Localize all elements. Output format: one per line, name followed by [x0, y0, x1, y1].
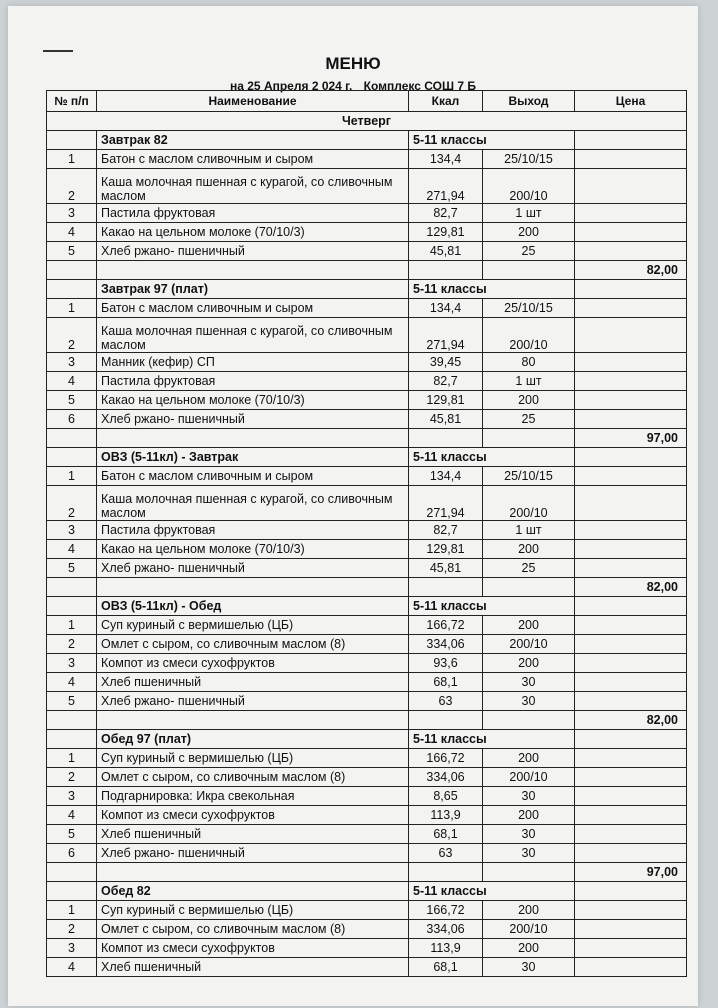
table-row [47, 939, 687, 958]
total-spacer [483, 711, 575, 730]
row-price [575, 223, 687, 242]
row-dish-name: Пастила фруктовая [97, 204, 409, 223]
row-dish-name: Хлеб пшеничный [97, 958, 409, 977]
row-price [575, 521, 687, 540]
total-spacer [47, 711, 97, 730]
row-dish-name: Каша молочная пшенная с курагой, со сливочным маслом [97, 318, 409, 353]
menu-table [46, 90, 687, 977]
section-total-row [47, 429, 687, 448]
section-total-row [47, 578, 687, 597]
row-number: 2 [47, 169, 97, 204]
section-title: Обед 97 (плат) [97, 730, 409, 749]
table-row [47, 920, 687, 939]
section-price-empty [575, 448, 687, 467]
row-output: 200 [483, 654, 575, 673]
table-row [47, 787, 687, 806]
row-price [575, 749, 687, 768]
row-kcal: 134,4 [409, 150, 483, 169]
section-spacer [47, 280, 97, 299]
row-output: 30 [483, 958, 575, 977]
row-output: 200 [483, 223, 575, 242]
row-dish-name: Какао на цельном молоке (70/10/3) [97, 540, 409, 559]
row-dish-name: Какао на цельном молоке (70/10/3) [97, 223, 409, 242]
row-dish-name: Хлеб пшеничный [97, 673, 409, 692]
row-number: 2 [47, 768, 97, 787]
row-dish-name: Пастила фруктовая [97, 521, 409, 540]
row-output: 25/10/15 [483, 150, 575, 169]
header-kcal: Ккал [409, 91, 483, 112]
row-output: 200/10 [483, 920, 575, 939]
row-price [575, 635, 687, 654]
row-price [575, 958, 687, 977]
table-row [47, 204, 687, 223]
section-header-row [47, 730, 687, 749]
row-price [575, 559, 687, 578]
row-output: 200 [483, 540, 575, 559]
complex-line: Комплекс СОШ 7 Б [363, 79, 476, 93]
total-spacer [409, 261, 483, 280]
section-header-row [47, 131, 687, 150]
row-price [575, 787, 687, 806]
row-output: 25 [483, 559, 575, 578]
row-kcal: 271,94 [409, 318, 483, 353]
row-kcal: 334,06 [409, 768, 483, 787]
row-kcal: 68,1 [409, 825, 483, 844]
row-output: 25 [483, 410, 575, 429]
row-number: 4 [47, 540, 97, 559]
row-kcal: 113,9 [409, 806, 483, 825]
row-dish-name: Каша молочная пшенная с курагой, со сливочным маслом [97, 169, 409, 204]
section-classes: 5-11 классы [409, 280, 575, 299]
table-row [47, 410, 687, 429]
table-row [47, 958, 687, 977]
section-spacer [47, 882, 97, 901]
row-price [575, 353, 687, 372]
row-dish-name: Хлеб ржано- пшеничный [97, 692, 409, 711]
section-title: ОВЗ (5-11кл) - Завтрак [97, 448, 409, 467]
table-row [47, 654, 687, 673]
section-spacer [47, 131, 97, 150]
row-kcal: 63 [409, 844, 483, 863]
total-spacer [97, 863, 409, 882]
row-output: 25 [483, 242, 575, 261]
row-price [575, 806, 687, 825]
section-price-empty [575, 131, 687, 150]
row-dish-name: Хлеб пшеничный [97, 825, 409, 844]
total-spacer [483, 261, 575, 280]
row-output: 200/10 [483, 486, 575, 521]
row-price [575, 825, 687, 844]
section-price-empty [575, 730, 687, 749]
menu-body [47, 131, 687, 977]
row-price [575, 673, 687, 692]
pen-mark [43, 50, 73, 52]
section-total-row [47, 711, 687, 730]
total-spacer [483, 578, 575, 597]
row-output: 80 [483, 353, 575, 372]
row-output: 30 [483, 787, 575, 806]
row-output: 200 [483, 806, 575, 825]
row-number: 6 [47, 844, 97, 863]
row-dish-name: Хлеб ржано- пшеничный [97, 242, 409, 261]
section-header-row [47, 597, 687, 616]
total-spacer [409, 429, 483, 448]
section-spacer [47, 448, 97, 467]
table-row [47, 486, 687, 521]
section-total: 82,00 [575, 578, 687, 597]
date-line: на 25 Апреля 2 024 г. [230, 79, 353, 93]
row-price [575, 486, 687, 521]
section-total-row [47, 261, 687, 280]
row-output: 200/10 [483, 768, 575, 787]
row-number: 1 [47, 901, 97, 920]
row-kcal: 129,81 [409, 223, 483, 242]
section-total: 82,00 [575, 261, 687, 280]
row-dish-name: Каша молочная пшенная с курагой, со сливочным маслом [97, 486, 409, 521]
row-kcal: 68,1 [409, 958, 483, 977]
row-output: 200 [483, 749, 575, 768]
row-kcal: 45,81 [409, 410, 483, 429]
row-number: 4 [47, 673, 97, 692]
row-price [575, 939, 687, 958]
table-row [47, 825, 687, 844]
row-price [575, 654, 687, 673]
row-price [575, 150, 687, 169]
row-kcal: 63 [409, 692, 483, 711]
section-classes: 5-11 классы [409, 448, 575, 467]
section-total: 97,00 [575, 863, 687, 882]
section-total: 97,00 [575, 429, 687, 448]
row-kcal: 166,72 [409, 901, 483, 920]
row-number: 6 [47, 410, 97, 429]
row-number: 3 [47, 353, 97, 372]
section-header-row [47, 448, 687, 467]
row-kcal: 166,72 [409, 749, 483, 768]
row-kcal: 334,06 [409, 635, 483, 654]
row-output: 25/10/15 [483, 467, 575, 486]
row-kcal: 166,72 [409, 616, 483, 635]
row-kcal: 82,7 [409, 372, 483, 391]
row-number: 1 [47, 616, 97, 635]
total-spacer [47, 261, 97, 280]
header-row [47, 91, 687, 112]
row-number: 4 [47, 372, 97, 391]
row-number: 3 [47, 939, 97, 958]
table-row [47, 353, 687, 372]
row-number: 4 [47, 223, 97, 242]
table-row [47, 673, 687, 692]
row-number: 4 [47, 958, 97, 977]
row-dish-name: Батон с маслом сливочным и сыром [97, 150, 409, 169]
table-row [47, 692, 687, 711]
row-kcal: 93,6 [409, 654, 483, 673]
row-kcal: 129,81 [409, 540, 483, 559]
row-dish-name: Пастила фруктовая [97, 372, 409, 391]
row-output: 30 [483, 844, 575, 863]
table-row [47, 391, 687, 410]
table-row [47, 749, 687, 768]
row-output: 25/10/15 [483, 299, 575, 318]
row-dish-name: Какао на цельном молоке (70/10/3) [97, 391, 409, 410]
section-total: 82,00 [575, 711, 687, 730]
total-spacer [409, 863, 483, 882]
row-price [575, 372, 687, 391]
section-price-empty [575, 280, 687, 299]
section-classes: 5-11 классы [409, 597, 575, 616]
total-spacer [47, 863, 97, 882]
table-row [47, 169, 687, 204]
row-dish-name: Омлет с сыром, со сливочным маслом (8) [97, 920, 409, 939]
table-row [47, 806, 687, 825]
total-spacer [97, 261, 409, 280]
table-row [47, 540, 687, 559]
section-price-empty [575, 882, 687, 901]
row-price [575, 901, 687, 920]
table-row [47, 635, 687, 654]
total-spacer [409, 578, 483, 597]
row-dish-name: Суп куриный с вермишелью (ЦБ) [97, 901, 409, 920]
row-output: 200 [483, 616, 575, 635]
row-kcal: 129,81 [409, 391, 483, 410]
row-number: 5 [47, 559, 97, 578]
row-number: 2 [47, 920, 97, 939]
table-row [47, 318, 687, 353]
section-header-row [47, 882, 687, 901]
row-dish-name: Батон с маслом сливочным и сыром [97, 299, 409, 318]
row-kcal: 271,94 [409, 169, 483, 204]
row-output: 200/10 [483, 169, 575, 204]
section-spacer [47, 730, 97, 749]
row-dish-name: Компот из смеси сухофруктов [97, 654, 409, 673]
day-label: Четверг [47, 112, 687, 131]
row-output: 30 [483, 825, 575, 844]
row-output: 200/10 [483, 635, 575, 654]
row-dish-name: Компот из смеси сухофруктов [97, 939, 409, 958]
row-price [575, 616, 687, 635]
row-kcal: 45,81 [409, 242, 483, 261]
table-row [47, 616, 687, 635]
row-number: 3 [47, 654, 97, 673]
header-number: № п/п [47, 91, 97, 112]
row-kcal: 8,65 [409, 787, 483, 806]
section-classes: 5-11 классы [409, 882, 575, 901]
row-number: 1 [47, 749, 97, 768]
row-dish-name: Хлеб ржано- пшеничный [97, 410, 409, 429]
row-number: 5 [47, 391, 97, 410]
row-dish-name: Хлеб ржано- пшеничный [97, 844, 409, 863]
row-dish-name: Омлет с сыром, со сливочным маслом (8) [97, 635, 409, 654]
row-output: 30 [483, 692, 575, 711]
row-number: 1 [47, 299, 97, 318]
row-price [575, 318, 687, 353]
table-row [47, 299, 687, 318]
row-price [575, 768, 687, 787]
row-number: 3 [47, 787, 97, 806]
row-price [575, 204, 687, 223]
row-output: 200 [483, 901, 575, 920]
row-dish-name: Суп куриный с вермишелью (ЦБ) [97, 749, 409, 768]
row-number: 2 [47, 635, 97, 654]
total-spacer [483, 429, 575, 448]
row-dish-name: Суп куриный с вермишелью (ЦБ) [97, 616, 409, 635]
section-classes: 5-11 классы [409, 131, 575, 150]
row-price [575, 391, 687, 410]
row-number: 3 [47, 204, 97, 223]
row-dish-name: Омлет с сыром, со сливочным маслом (8) [97, 768, 409, 787]
row-kcal: 271,94 [409, 486, 483, 521]
section-header-row [47, 280, 687, 299]
row-dish-name: Хлеб ржано- пшеничный [97, 559, 409, 578]
header-price: Цена [575, 91, 687, 112]
total-spacer [47, 578, 97, 597]
row-dish-name: Батон с маслом сливочным и сыром [97, 467, 409, 486]
section-title: Завтрак 82 [97, 131, 409, 150]
section-total-row [47, 863, 687, 882]
table-row [47, 372, 687, 391]
row-dish-name: Компот из смеси сухофруктов [97, 806, 409, 825]
row-price [575, 844, 687, 863]
row-output: 30 [483, 673, 575, 692]
row-kcal: 68,1 [409, 673, 483, 692]
header-output: Выход [483, 91, 575, 112]
header-name: Наименование [97, 91, 409, 112]
row-price [575, 242, 687, 261]
total-spacer [97, 429, 409, 448]
row-output: 200/10 [483, 318, 575, 353]
row-number: 5 [47, 692, 97, 711]
day-row [47, 112, 687, 131]
section-spacer [47, 597, 97, 616]
table-row [47, 467, 687, 486]
row-price [575, 299, 687, 318]
section-price-empty [575, 597, 687, 616]
row-number: 2 [47, 318, 97, 353]
row-price [575, 169, 687, 204]
row-price [575, 410, 687, 429]
row-kcal: 82,7 [409, 521, 483, 540]
table-row [47, 521, 687, 540]
row-kcal: 45,81 [409, 559, 483, 578]
row-kcal: 82,7 [409, 204, 483, 223]
total-spacer [47, 429, 97, 448]
section-title: ОВЗ (5-11кл) - Обед [97, 597, 409, 616]
row-output: 200 [483, 391, 575, 410]
row-kcal: 334,06 [409, 920, 483, 939]
row-number: 5 [47, 242, 97, 261]
total-spacer [483, 863, 575, 882]
row-dish-name: Подгарнировка: Икра свекольная [97, 787, 409, 806]
row-output: 200 [483, 939, 575, 958]
table-row [47, 242, 687, 261]
total-spacer [97, 711, 409, 730]
row-price [575, 920, 687, 939]
row-dish-name: Манник (кефир) СП [97, 353, 409, 372]
row-output: 1 шт [483, 521, 575, 540]
section-classes: 5-11 классы [409, 730, 575, 749]
table-row [47, 768, 687, 787]
table-row [47, 150, 687, 169]
table-row [47, 559, 687, 578]
row-price [575, 467, 687, 486]
section-title: Завтрак 97 (плат) [97, 280, 409, 299]
total-spacer [409, 711, 483, 730]
row-price [575, 692, 687, 711]
row-number: 1 [47, 467, 97, 486]
row-kcal: 134,4 [409, 467, 483, 486]
table-row [47, 844, 687, 863]
row-price [575, 540, 687, 559]
total-spacer [97, 578, 409, 597]
section-title: Обед 82 [97, 882, 409, 901]
row-number: 5 [47, 825, 97, 844]
row-number: 3 [47, 521, 97, 540]
row-number: 2 [47, 486, 97, 521]
row-output: 1 шт [483, 204, 575, 223]
row-kcal: 39,45 [409, 353, 483, 372]
row-output: 1 шт [483, 372, 575, 391]
page-title: МЕНЮ [325, 54, 381, 73]
row-number: 1 [47, 150, 97, 169]
row-kcal: 134,4 [409, 299, 483, 318]
row-number: 4 [47, 806, 97, 825]
table-row [47, 223, 687, 242]
table-row [47, 901, 687, 920]
row-kcal: 113,9 [409, 939, 483, 958]
